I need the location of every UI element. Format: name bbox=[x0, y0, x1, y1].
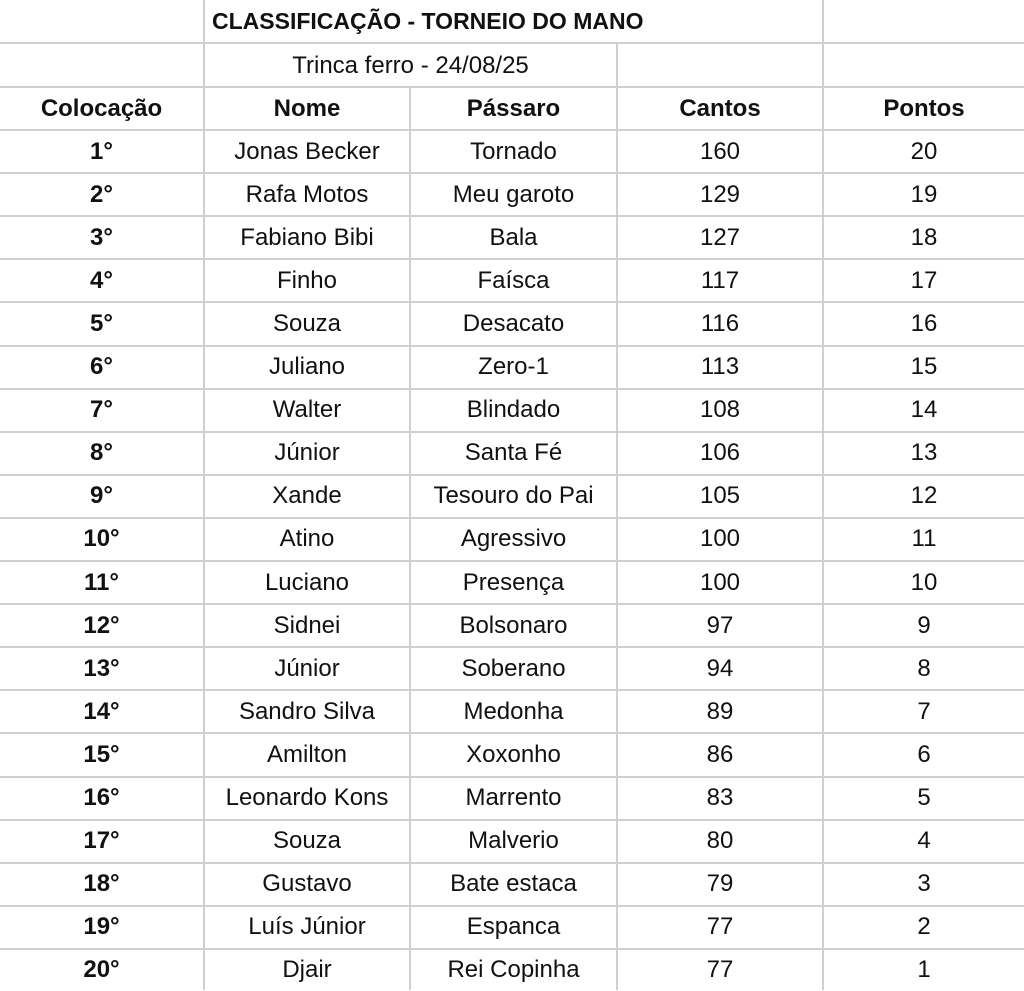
cell-passaro: Zero-1 bbox=[478, 353, 549, 381]
cell-cantos: 113 bbox=[700, 353, 740, 381]
cell-pontos: 11 bbox=[911, 525, 937, 553]
cell-nome: Luciano bbox=[264, 568, 350, 596]
cell-passaro: Santa Fé bbox=[464, 439, 563, 467]
cell-colocacao: 18° bbox=[83, 870, 120, 898]
cell-colocacao: 13° bbox=[83, 654, 120, 682]
cell-cantos: 89 bbox=[706, 697, 734, 725]
cell-nome: Júnior bbox=[274, 439, 340, 467]
cell-colocacao: 11° bbox=[84, 568, 119, 596]
column-header-nome: Nome bbox=[273, 95, 341, 122]
cell-colocacao: 6° bbox=[90, 353, 113, 381]
cell-passaro: Rei Copinha bbox=[447, 956, 580, 984]
cell-pontos: 5 bbox=[917, 784, 931, 812]
cell-passaro: Tesouro do Pai bbox=[433, 482, 594, 510]
cell-nome: Júnior bbox=[274, 654, 340, 682]
cell-passaro: Bate estaca bbox=[450, 870, 577, 898]
cell-colocacao: 10° bbox=[83, 525, 120, 553]
cell-pontos: 6 bbox=[917, 740, 931, 768]
cell-pontos: 2 bbox=[917, 913, 931, 941]
cell-passaro: Marrento bbox=[465, 784, 562, 812]
cell-passaro: Bolsonaro bbox=[459, 611, 568, 639]
cell-nome: Walter bbox=[272, 396, 342, 424]
cell-nome: Finho bbox=[276, 266, 338, 294]
column-header-passaro: Pássaro bbox=[466, 95, 561, 122]
cell-pontos: 15 bbox=[910, 353, 938, 381]
cell-colocacao: 1° bbox=[90, 137, 113, 165]
cell-colocacao: 3° bbox=[90, 223, 113, 251]
cell-pontos: 13 bbox=[910, 439, 938, 467]
cell-nome: Luís Júnior bbox=[248, 913, 366, 941]
cell-pontos: 12 bbox=[910, 482, 938, 510]
cell-pontos: 4 bbox=[917, 827, 931, 855]
cell-pontos: 9 bbox=[917, 611, 931, 639]
cell-cantos: 86 bbox=[706, 740, 734, 768]
cell-pontos: 19 bbox=[910, 180, 938, 208]
cell-pontos: 8 bbox=[917, 654, 931, 682]
cell-passaro: Tornado bbox=[470, 137, 557, 165]
cell-nome: Gustavo bbox=[262, 870, 352, 898]
cell-cantos: 100 bbox=[699, 568, 741, 596]
cell-cantos: 94 bbox=[706, 654, 734, 682]
cell-colocacao: 5° bbox=[90, 309, 113, 337]
cell-cantos: 79 bbox=[706, 870, 734, 898]
cell-cantos: 106 bbox=[699, 439, 741, 467]
cell-cantos: 117 bbox=[700, 266, 740, 294]
cell-passaro: Agressivo bbox=[460, 525, 567, 553]
cell-nome: Fabiano Bibi bbox=[240, 223, 374, 251]
cell-pontos: 16 bbox=[910, 309, 938, 337]
cell-cantos: 105 bbox=[699, 482, 741, 510]
cell-colocacao: 2° bbox=[90, 180, 113, 208]
cell-cantos: 116 bbox=[700, 309, 740, 337]
cell-nome: Djair bbox=[282, 956, 332, 984]
cell-pontos: 10 bbox=[910, 568, 938, 596]
cell-colocacao: 8° bbox=[90, 439, 113, 467]
cell-pontos: 3 bbox=[917, 870, 931, 898]
cell-nome: Rafa Motos bbox=[245, 180, 369, 208]
cell-pontos: 18 bbox=[910, 223, 938, 251]
column-header-pontos: Pontos bbox=[883, 95, 965, 122]
cell-colocacao: 15° bbox=[83, 740, 120, 768]
cell-colocacao: 4° bbox=[90, 266, 113, 294]
cell-nome: Juliano bbox=[268, 353, 346, 381]
cell-nome: Sandro Silva bbox=[238, 697, 376, 725]
cell-passaro: Medonha bbox=[463, 697, 564, 725]
cell-cantos: 77 bbox=[706, 913, 734, 941]
cell-passaro: Espanca bbox=[466, 913, 561, 941]
cell-colocacao: 20° bbox=[83, 956, 120, 984]
cell-pontos: 20 bbox=[910, 137, 938, 165]
cell-passaro: Faísca bbox=[477, 266, 550, 294]
cell-pontos: 14 bbox=[910, 396, 938, 424]
cell-nome: Jonas Becker bbox=[234, 137, 380, 165]
cell-colocacao: 7° bbox=[90, 396, 113, 424]
cell-cantos: 97 bbox=[706, 611, 734, 639]
cell-cantos: 127 bbox=[699, 223, 741, 251]
column-header-cantos: Cantos bbox=[679, 95, 761, 122]
cell-colocacao: 16° bbox=[83, 784, 120, 812]
cell-colocacao: 12° bbox=[83, 611, 120, 639]
cell-pontos: 7 bbox=[917, 697, 931, 725]
table-subtitle: Trinca ferro - 24/08/25 bbox=[292, 51, 529, 79]
cell-cantos: 77 bbox=[706, 956, 734, 984]
cell-colocacao: 9° bbox=[90, 482, 113, 510]
cell-cantos: 83 bbox=[706, 784, 734, 812]
column-header-colocacao: Colocação bbox=[40, 95, 163, 122]
cell-passaro: Presença bbox=[462, 568, 565, 596]
cell-passaro: Soberano bbox=[461, 654, 566, 682]
cell-cantos: 129 bbox=[699, 180, 741, 208]
cell-passaro: Xoxonho bbox=[466, 740, 561, 768]
cell-nome: Souza bbox=[272, 827, 342, 855]
cell-colocacao: 14° bbox=[83, 697, 120, 725]
cell-colocacao: 19° bbox=[83, 913, 120, 941]
cell-nome: Atino bbox=[279, 525, 335, 553]
cell-passaro: Desacato bbox=[462, 309, 565, 337]
cell-cantos: 160 bbox=[699, 137, 741, 165]
cell-cantos: 80 bbox=[706, 827, 734, 855]
cell-colocacao: 17° bbox=[83, 827, 120, 855]
cell-pontos: 1 bbox=[917, 956, 931, 984]
cell-cantos: 108 bbox=[699, 396, 741, 424]
cell-passaro: Blindado bbox=[466, 396, 561, 424]
table-title: CLASSIFICAÇÃO - TORNEIO DO MANO bbox=[212, 8, 644, 34]
cell-cantos: 100 bbox=[699, 525, 741, 553]
cell-passaro: Bala bbox=[489, 223, 538, 251]
cell-nome: Xande bbox=[272, 482, 342, 510]
cell-nome: Leonardo Kons bbox=[225, 784, 389, 812]
cell-passaro: Meu garoto bbox=[452, 180, 575, 208]
cell-nome: Sidnei bbox=[273, 611, 341, 639]
cell-nome: Souza bbox=[272, 309, 342, 337]
cell-pontos: 17 bbox=[910, 266, 938, 294]
cell-passaro: Malverio bbox=[468, 827, 559, 855]
cell-nome: Amilton bbox=[266, 740, 348, 768]
